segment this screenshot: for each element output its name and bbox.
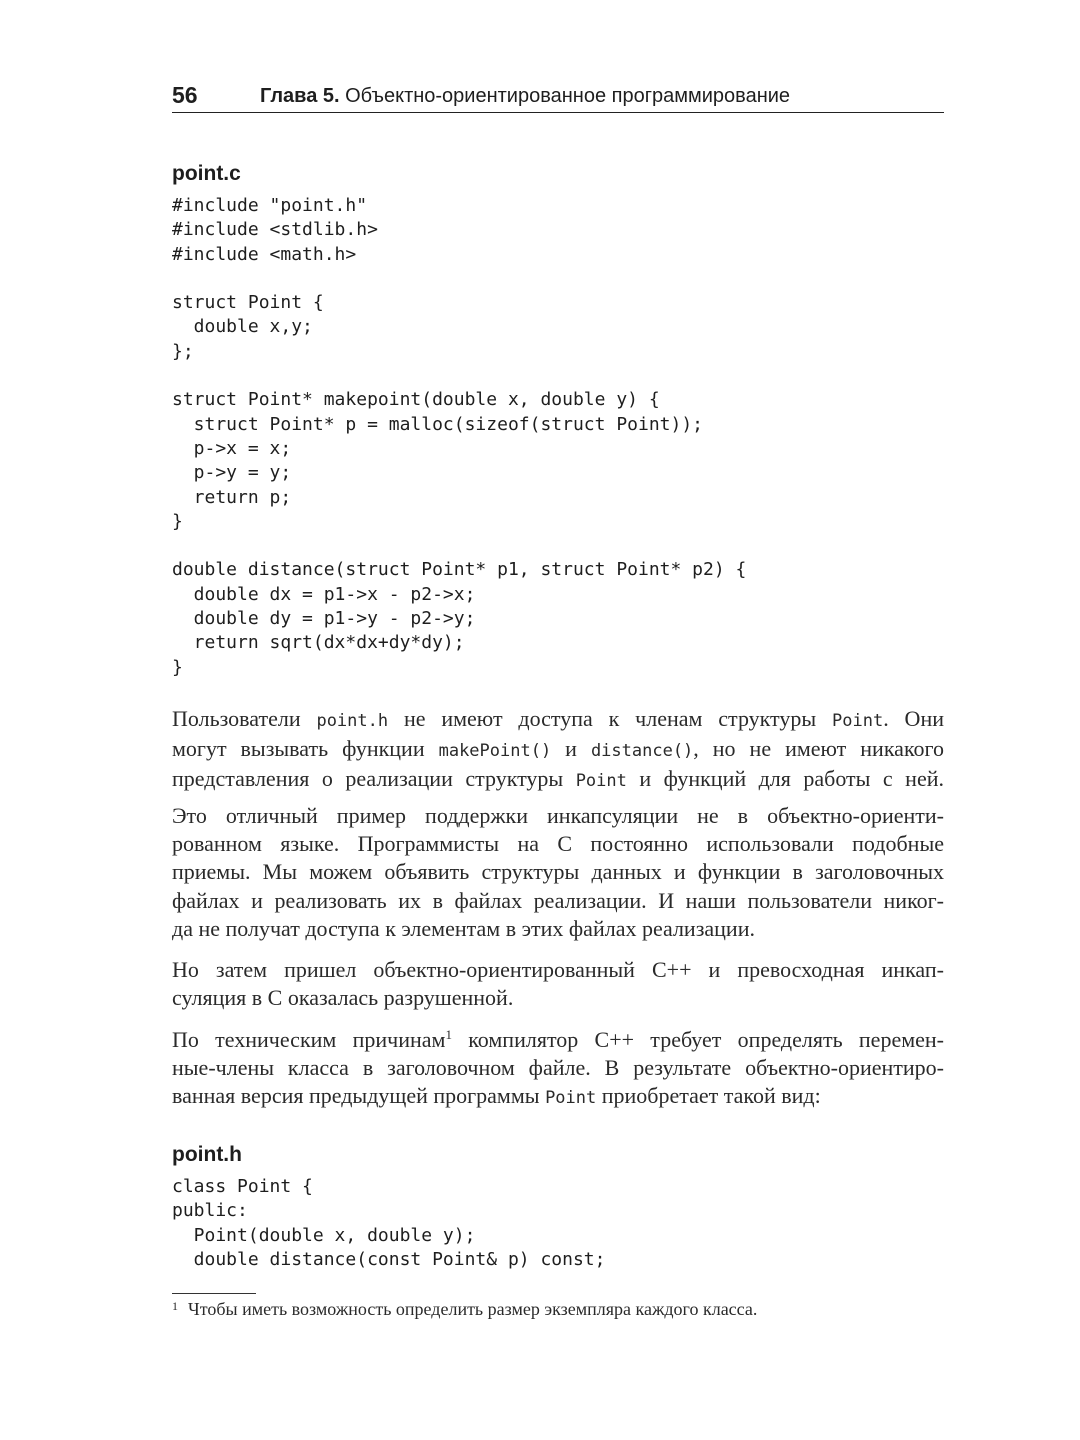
code-line: struct Point { (172, 292, 324, 314)
paragraph-cpp-arrived: Но затем пришел объектно-ориентированный С++ и превосходная инкап- суляция в С оказалась разрушенной. (172, 957, 944, 1011)
footnote (172, 1299, 757, 1320)
chapter-label: Глава 5. (260, 85, 340, 107)
code-line: double distance(struct Point* p1, struct Point* p2) { (172, 559, 747, 581)
inline-code: distance() (590, 741, 694, 762)
inline-code: point.h (316, 711, 389, 731)
code-line: double dy = p1->y - p2->y; (172, 608, 476, 630)
code-line: return sqrt(dx*dx+dy*dy); (172, 632, 465, 654)
code-filename-point-h: point.h (172, 1143, 242, 1166)
code-line: double x,y; (172, 316, 313, 338)
inline-code: Point (832, 711, 884, 731)
code-line: }; (172, 340, 194, 362)
paragraph-encapsulation-example: Это отличный пример поддержки инкапсуляции не в объектно-ориенти- рованном языке. Программисты на С постоянно использовали подобные приемы. Мы можем объявить структуры данных и функции в заголовочных файлах и реализовать их в файлах реализации. И наши пользователи никог- да не получат доступа к элементам в этих файлах реализации. (172, 803, 944, 941)
footnote-mark: 1 (172, 1299, 178, 1313)
code-line: p->y = y; (172, 462, 292, 484)
code-line: double distance(const Point& p) const; (172, 1248, 606, 1270)
chapter-title: Объектно-ориентированное программирование (345, 85, 791, 107)
code-line: double dx = p1->x - p2->x; (172, 583, 476, 605)
footnote-text: Чтобы иметь возможность определить размер экземпляра каждого класса. (188, 1299, 758, 1319)
code-filename-point-c: point.c (172, 162, 241, 185)
code-line: } (172, 656, 183, 678)
footnote-divider (172, 1293, 256, 1294)
code-line: p->x = x; (172, 437, 292, 459)
page-number: 56 (172, 82, 198, 108)
code-line: } (172, 510, 183, 532)
inline-code: makePoint() (438, 741, 552, 762)
code-line: #include <stdlib.h> (172, 219, 378, 241)
code-line: struct Point* makepoint(double x, double y) { (172, 389, 660, 411)
footnote-reference[interactable]: 1 (445, 1027, 452, 1042)
inline-code: Point (575, 771, 627, 792)
code-line: #include "point.h" (172, 195, 368, 216)
code-line: #include <math.h> (172, 243, 357, 265)
code-block-point-c (172, 194, 746, 680)
inline-code: Point (545, 1088, 597, 1109)
chapter-heading (260, 85, 790, 108)
code-line: Point(double x, double y); (172, 1224, 476, 1246)
code-line: class Point { (172, 1176, 313, 1197)
code-block-point-h (172, 1175, 605, 1272)
paragraph-technical-reasons: По техническим причинам$^1$ компилятор С++ требует определять перемен- ные-члены класса в заголовочном файле. В результате объектно-ориентиро- ванная версия предыдущей программы Point приобретает такой вид: (172, 1027, 944, 1109)
running-head (172, 80, 944, 113)
code-line: return p; (172, 486, 292, 508)
code-line: struct Point* p = malloc(sizeof(struct Point)); (172, 413, 704, 435)
paragraph-users-access: Пользователи point.h не имеют доступа к членам структуры Point. Они могут вызывать функции makePoint() и distance(), но не имеют никакого представления о реализации структуры Point и функций для работы с ней. (172, 706, 944, 792)
code-line: public: (172, 1200, 248, 1222)
